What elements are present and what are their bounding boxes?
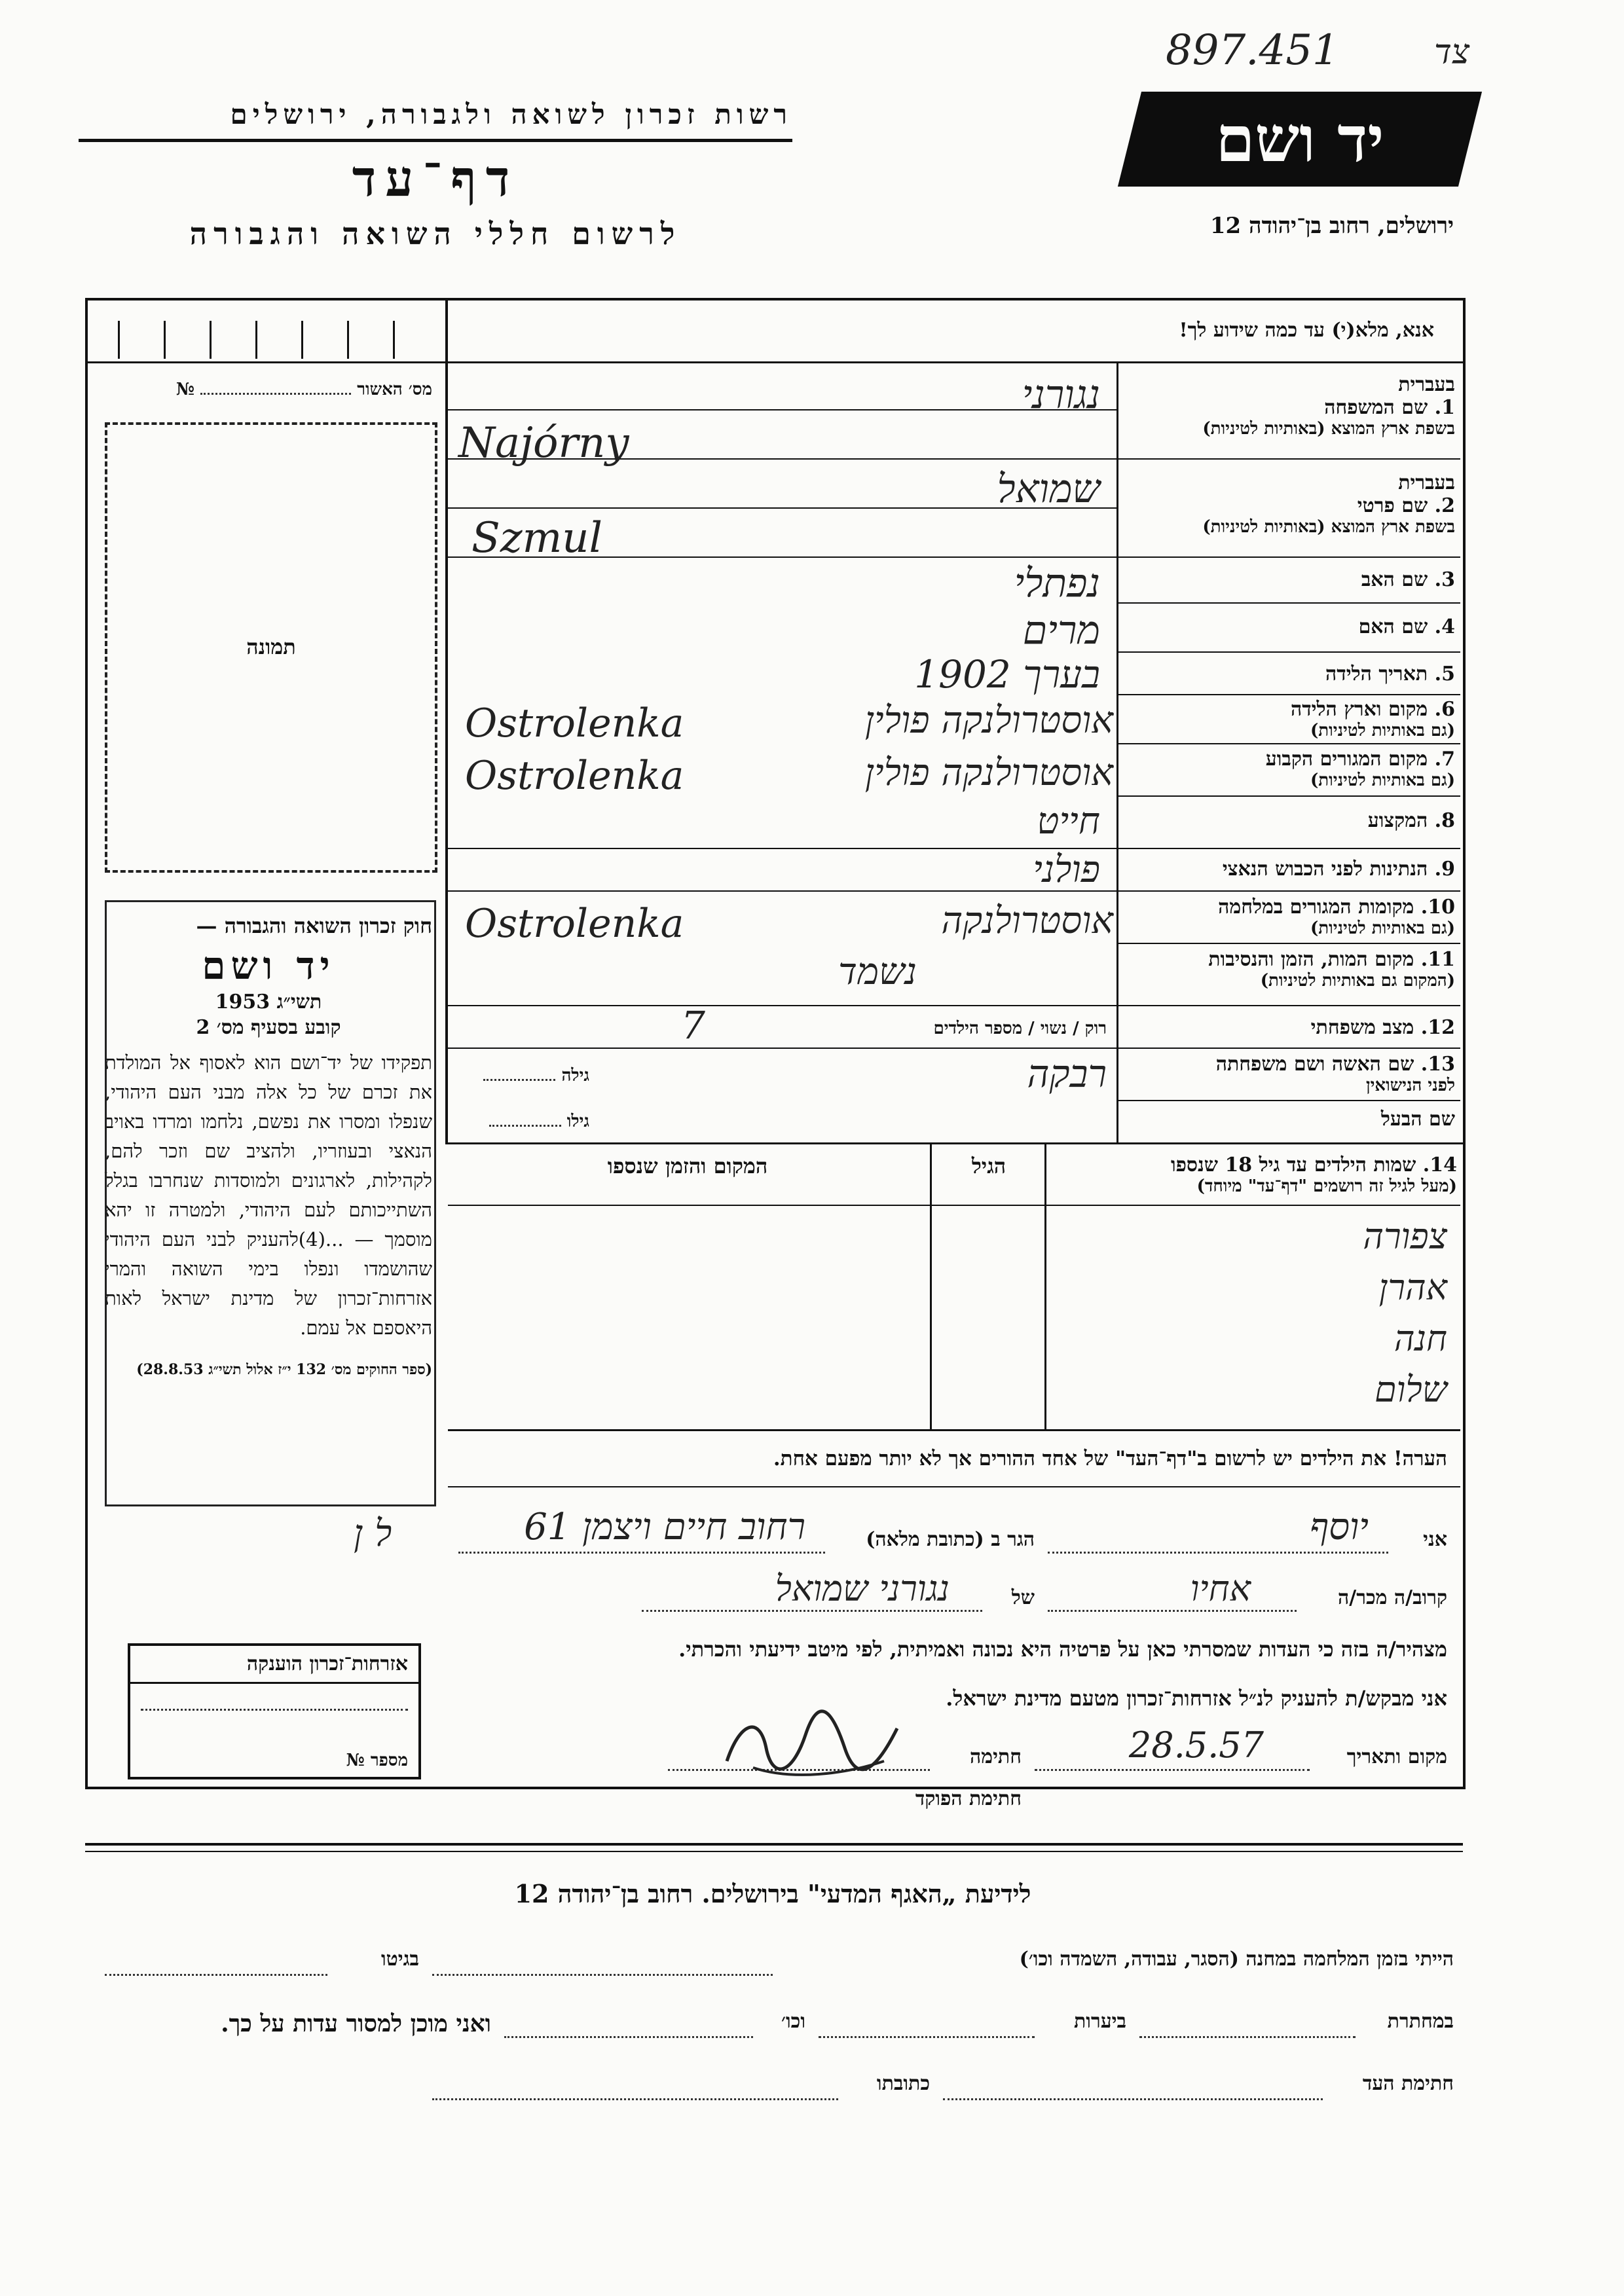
field-1-value-latin: Najórny	[458, 419, 629, 467]
field-2-label: בעברית 2. שם פרטי בשפת ארץ המוצא (באותיות לטיניות)	[1202, 471, 1455, 537]
field-7-label: 7. מקום המגורים הקבוע (גם באותיות לטיניות)	[1265, 748, 1455, 790]
resides-label: הגר ב (כתובת מלאה)	[866, 1528, 1035, 1551]
ani-label: אני	[1423, 1528, 1447, 1551]
husband-label: שם הבעל	[1380, 1108, 1455, 1131]
field-12-options: רוק / נשוי / מספר הילדים	[933, 1019, 1107, 1038]
declarant-name: יוסף	[1310, 1506, 1369, 1548]
relation-row	[458, 1568, 1447, 1620]
field-1-label: בעברית 1. שם המשפחה בשפת ארץ המוצא (באותיות לטיניות)	[1202, 373, 1455, 439]
child-name: שלום	[1374, 1369, 1447, 1410]
photo-box	[105, 422, 437, 873]
field-8-value: חייט	[1037, 800, 1100, 843]
declarant-address: רחוב חיים ויצמן 61	[524, 1506, 805, 1548]
approval-label: מס׳ האשור	[357, 380, 432, 399]
law-year: 1953	[215, 991, 270, 1013]
approval-row	[92, 380, 432, 399]
field-12-label: 12. מצב משפחתי	[1310, 1016, 1455, 1039]
field-10-label: 10. מקומות המגורים במלחמה (גם באותיות לטיניות)	[1218, 896, 1455, 938]
law-ref: (ספר החוקים מס׳ 132 י״ז אלול תשי״ג 28.8.53)	[136, 1361, 432, 1378]
children-col-place: המקום והזמן שנספו	[607, 1154, 768, 1178]
handwritten-mark: ל ן	[354, 1512, 392, 1555]
child-name: צפורה	[1363, 1216, 1447, 1257]
sidebar-frame	[105, 900, 436, 1506]
footer-notice: לידיעת „האגף המדעי" בירושלים. רחוב בן־יהודה 12	[514, 1879, 1031, 1908]
field-11-label: 11. מקום המות, הזמן והנסיבות (המקום גם באותיות לטיניות)	[1208, 948, 1455, 991]
field-2-value-latin: Szmul	[471, 514, 602, 562]
place-date-value: 28.5.57	[1128, 1724, 1264, 1766]
place-date-label: מקום ותאריך	[1346, 1745, 1447, 1768]
of-name-value: נגורני שמואל	[775, 1568, 950, 1609]
relation-value: אחיו	[1190, 1568, 1251, 1609]
office-tick-boxes	[92, 308, 445, 360]
citizenship-box	[128, 1643, 421, 1779]
field-7-value-he: אוסטרולנקה פולין	[864, 752, 1113, 794]
address: ירושלים, רחוב בן־יהודה 12	[1209, 213, 1454, 239]
logo-text: יד ושם	[1215, 102, 1384, 176]
field-9-value: פולני	[1033, 848, 1100, 891]
field-3-value: נפתלי	[1014, 560, 1100, 606]
intro-text: אנא, מלא(י) עד כמה שידוע לך!	[1179, 319, 1434, 342]
handwritten-corner: צד	[1434, 33, 1470, 72]
approval-no-label: №	[175, 380, 195, 399]
declaration-text: מצהיר/ה בזה כי העדות שמסרתי כאן על פרטיה היא נכונה ואמיתית, לפי מיטב ידיעתי והכרתי.	[678, 1637, 1447, 1662]
law-year-he: תשי״ג	[276, 991, 322, 1013]
field-6-value-latin: Ostrolenka	[465, 701, 684, 746]
child-name: אהרן	[1378, 1267, 1447, 1308]
law-text: תפקידו של יד־ושם הוא לאסוף אל המולדת את זכרם של כל אלה מבני העם היהודי, שנפלו ומסרו את נפשם, נלחמו ומרדו באויב הנאצי ובעוזריו, ולהציב שם וזכר להם, לקהילות, לארגונים ולמוסדות שנחרבו בגלל השתייכותם לעם היהודי, ולמטרה זו יהא מוסמך — ...(4)להעניק לבני העם היהודי שהושמדו ונפלו בימי השואה והמרי אזרחות־זכרון של מדינת ישראל לאות היאספם אל עמם.	[105, 1051, 432, 1339]
header-rule	[79, 139, 792, 142]
field-12-children-count: 7	[681, 1003, 705, 1048]
note-text: הערה! את הילדים יש לרשום ב"דף־העד" של אחד ההורים אך לא יותר מפעם אחת.	[773, 1447, 1447, 1470]
section-ref: קובע בסעיף מס׳ 2	[196, 1016, 341, 1039]
field-1-value-he: נגורני	[1022, 372, 1100, 418]
shel-label: של	[1011, 1586, 1035, 1609]
field-6-value-he: אוסטרולנקה פולין	[864, 699, 1113, 742]
yad-vashem-logo	[1118, 92, 1482, 187]
handwritten-number: 897.451	[1166, 26, 1339, 75]
children-col-age: הגיל	[971, 1154, 1006, 1178]
field-13-value: רבקה	[1027, 1051, 1107, 1096]
law-name: יד ושם	[202, 943, 335, 988]
footer-line-1: הייתי בזמן המלחמה במחנה (הסגר, עבודה, השמדה וכו׳) בגיטו	[98, 1941, 1454, 1987]
photo-label: תמונה	[246, 634, 296, 659]
org-line: רשות זכרון לשואה ולגבורה, ירושלים	[230, 98, 792, 130]
child-name: חנה	[1393, 1318, 1447, 1359]
field-9-label: 9. הנתינות לפני הכבוש הנאצי	[1222, 858, 1455, 881]
official-signature-label: חתימת הפוקד	[915, 1787, 1022, 1810]
law-title: חוק זכרון השואה והגבורה —	[196, 913, 432, 938]
footer-line-3: חתימת העד כתובתו	[98, 2066, 1454, 2111]
signature-mark	[714, 1709, 910, 1781]
field-10-value-he: אוסטרולנקה	[941, 900, 1113, 942]
children-names	[1054, 1211, 1447, 1415]
official-signature-row	[458, 1781, 1447, 1820]
children-header: 14. שמות הילדים עד גיל 18 שנספו (מעל לגיל זה רושמים "דף־עד" מיוחד)	[1170, 1154, 1457, 1196]
form-title: דף־עד	[352, 149, 519, 208]
field-3-label: 3. שם האב	[1361, 568, 1455, 591]
signature-label: חתימה	[970, 1745, 1022, 1768]
field-6-label: 6. מקום וארץ הלידה (גם באותיות לטיניות)	[1290, 698, 1455, 740]
field-10-value-latin: Ostrolenka	[465, 901, 684, 947]
field-4-label: 4. שם האם	[1358, 615, 1455, 638]
footer-line-2: במחתרת ביערות וכו׳ ואני מוכן למסור עדות על כך.	[221, 2010, 1454, 2037]
relative-label: קרוב/ה מכר/ה	[1338, 1586, 1447, 1609]
husband-age: גילו	[458, 1112, 589, 1131]
form-subtitle: לרשום חללי השואה והגבורה	[189, 216, 682, 251]
field-11-value: נשמד	[838, 951, 917, 993]
request-text: אני מבקש/ת להעניק לנ״ל אזרחות־זכרון מטעם מדינת ישראל.	[946, 1686, 1447, 1711]
field-5-value: בערך 1902	[914, 652, 1100, 697]
citizenship-box-no: מספר №	[346, 1751, 408, 1770]
field-8-label: 8. המקצוע	[1367, 809, 1455, 832]
field-13-label: 13. שם האשה ושם משפחתה לפני הנישואין	[1215, 1053, 1455, 1095]
field-2-value-he: שמואל	[997, 466, 1100, 512]
citizenship-box-title: אזרחות־זכרון הוענקה	[130, 1646, 418, 1684]
place-date-row	[458, 1722, 1447, 1781]
field-13-age: גילה	[458, 1066, 589, 1085]
field-7-value-latin: Ostrolenka	[465, 753, 684, 799]
field-5-label: 5. תאריך הלידה	[1325, 663, 1455, 685]
declarant-row	[458, 1506, 1447, 1565]
field-4-value: מרים	[1022, 608, 1100, 653]
